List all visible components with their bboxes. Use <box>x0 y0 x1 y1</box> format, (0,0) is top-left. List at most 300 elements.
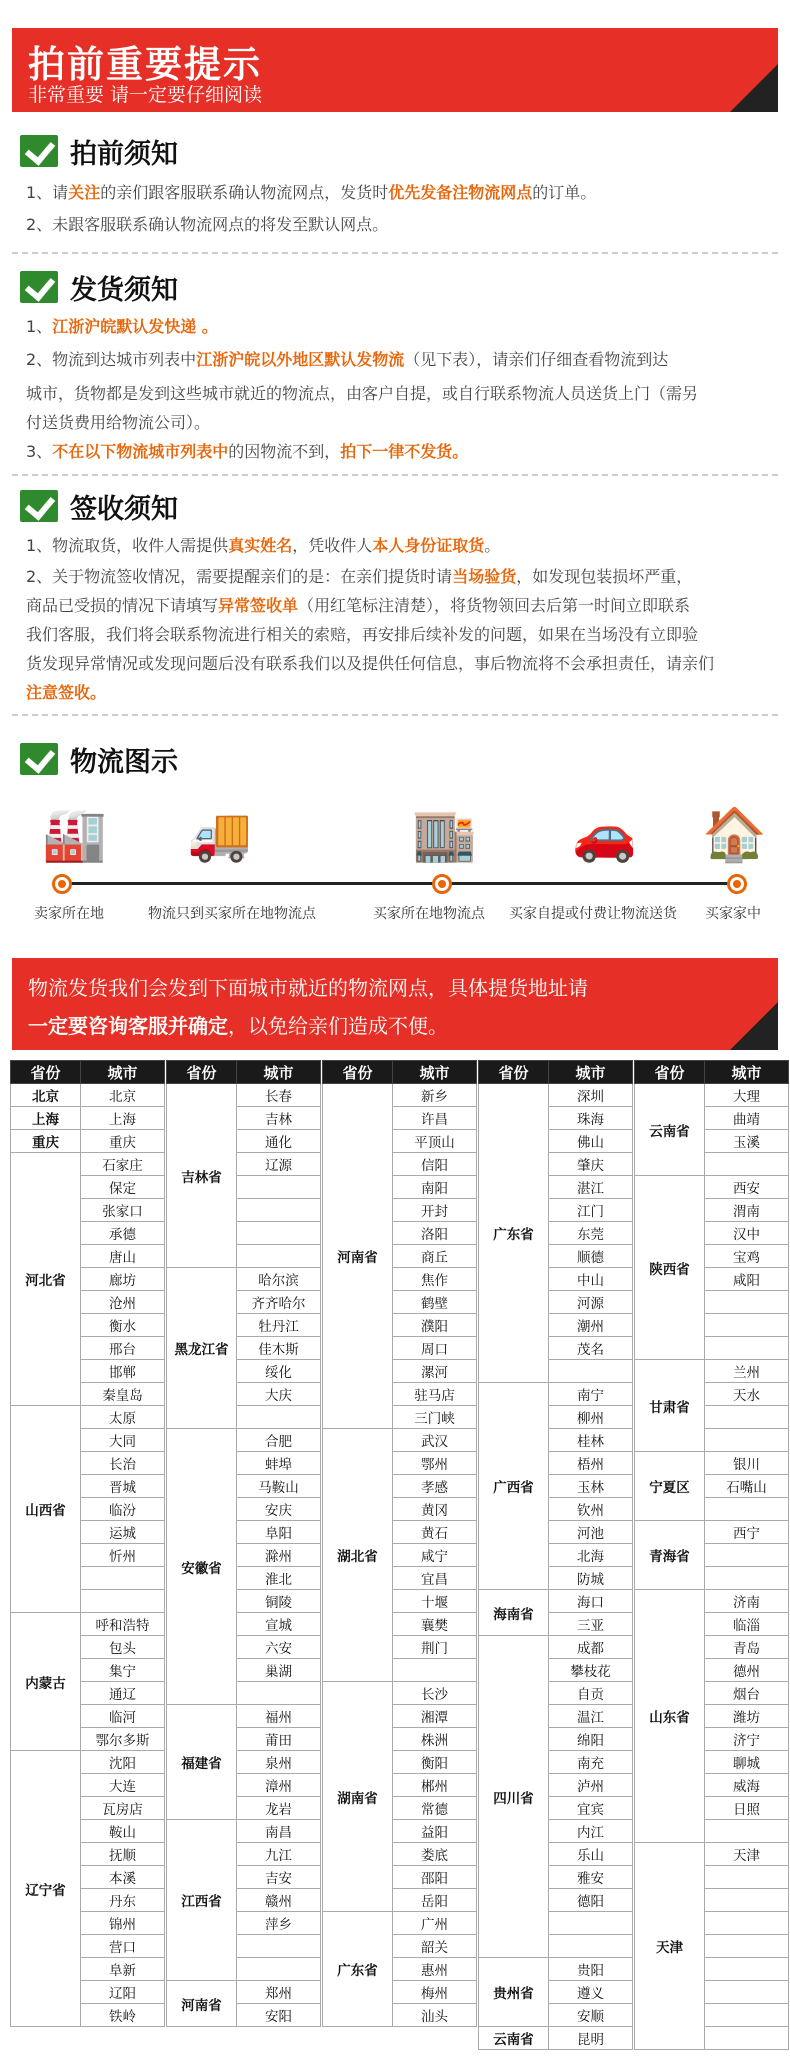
city-table <box>10 1060 165 2027</box>
table-row <box>11 1751 165 1774</box>
city-cell: 滁州 <box>237 1544 321 1567</box>
city-cell: 西安 <box>705 1176 789 1199</box>
city-cell: 衡水 <box>81 1314 165 1337</box>
city-cell: 通辽 <box>81 1682 165 1705</box>
city-cell: 保定 <box>81 1176 165 1199</box>
city-cell: 平顶山 <box>393 1130 477 1153</box>
city-cell <box>705 1889 789 1912</box>
city-cell: 温江 <box>549 1705 633 1728</box>
city-cell <box>705 2004 789 2027</box>
s3-line1: 1、物流取货，收件人需提供真实姓名，凭收件人本人身份证取货。 <box>26 536 501 555</box>
banner-corner <box>730 64 778 112</box>
table-row <box>479 1636 633 1659</box>
city-cell: 沈阳 <box>81 1751 165 1774</box>
city-cell: 太原 <box>81 1406 165 1429</box>
city-cell: 开封 <box>393 1199 477 1222</box>
table-header: 城市 <box>393 1061 477 1084</box>
city-cell: 惠州 <box>393 1958 477 1981</box>
city-cell: 曲靖 <box>705 1107 789 1130</box>
city-cell: 北京 <box>81 1084 165 1107</box>
city-cell: 梅州 <box>393 1981 477 2004</box>
city-cell: 安顺 <box>549 2004 633 2027</box>
city-cell: 铜陵 <box>237 1590 321 1613</box>
city-cell <box>705 1912 789 1935</box>
city-cell <box>705 1981 789 2004</box>
banner-corner <box>730 1002 778 1050</box>
flow-label: 卖家所在地 <box>34 906 104 922</box>
flow-label: 买家自提或付费让物流送货 <box>509 906 677 922</box>
city-cell: 绥化 <box>237 1360 321 1383</box>
banner2-line1: 物流发货我们会发到下面城市就近的物流网点，具体提货地址请 <box>28 976 588 1000</box>
province-cell: 湖南省 <box>323 1682 393 1912</box>
divider <box>12 474 778 476</box>
city-cell: 佳木斯 <box>237 1337 321 1360</box>
province-cell: 重庆 <box>11 1130 81 1153</box>
city-cell: 昆明 <box>549 2027 633 2050</box>
table-row <box>11 1107 165 1130</box>
city-cell: 十堰 <box>393 1590 477 1613</box>
city-cell: 晋城 <box>81 1475 165 1498</box>
factory-icon: 🏭 <box>42 805 107 865</box>
table-row <box>11 1406 165 1429</box>
province-cell: 广东省 <box>323 1912 393 2027</box>
city-cell: 沧州 <box>81 1291 165 1314</box>
city-cell: 乐山 <box>549 1843 633 1866</box>
s3-line4: 我们客服，我们将会联系物流进行相关的索赔，再安排后续补发的问题，如果在当场没有立即验 <box>26 625 699 644</box>
city-cell: 咸宁 <box>393 1544 477 1567</box>
city-cell: 石嘴山 <box>705 1475 789 1498</box>
city-table <box>322 1060 477 2027</box>
s2-line3: 城市，货物都是发到这些城市就近的物流点，由客户自提，或自行联系物流人员送货上门（需另 <box>26 384 699 403</box>
car-icon: 🚗 <box>572 805 637 865</box>
city-cell: 集宁 <box>81 1659 165 1682</box>
s2-line2: 2、物流到达城市列表中江浙沪皖以外地区默认发物流（见下表），请亲们仔细查看物流到达 <box>26 350 669 369</box>
city-cell <box>705 1544 789 1567</box>
table-header: 省份 <box>167 1061 237 1084</box>
city-cell <box>237 1222 321 1245</box>
province-cell: 青海省 <box>635 1521 705 1590</box>
province-cell: 上海 <box>11 1107 81 1130</box>
city-cell: 六安 <box>237 1636 321 1659</box>
city-cell: 青岛 <box>705 1636 789 1659</box>
flow-dot <box>432 874 452 894</box>
city-cell: 渭南 <box>705 1199 789 1222</box>
city-cell: 荆门 <box>393 1636 477 1659</box>
city-cell: 大连 <box>81 1774 165 1797</box>
city-cell: 鞍山 <box>81 1820 165 1843</box>
check-icon <box>20 490 58 522</box>
city-cell: 安庆 <box>237 1498 321 1521</box>
city-cell: 德州 <box>705 1659 789 1682</box>
city-cell <box>549 1360 633 1383</box>
city-cell: 泸州 <box>549 1774 633 1797</box>
check-icon <box>20 743 58 775</box>
city-cell: 济宁 <box>705 1728 789 1751</box>
city-cell: 张家口 <box>81 1199 165 1222</box>
city-cell: 淮北 <box>237 1567 321 1590</box>
table-header: 省份 <box>479 1061 549 1084</box>
city-cell: 丹东 <box>81 1889 165 1912</box>
table-row <box>323 1084 477 1107</box>
city-cell: 济南 <box>705 1590 789 1613</box>
province-cell: 广西省 <box>479 1383 549 1590</box>
table-row <box>11 1613 165 1636</box>
city-cell: 德阳 <box>549 1889 633 1912</box>
home-icon: 🏠 <box>702 805 767 865</box>
table-header: 省份 <box>635 1061 705 1084</box>
city-cell: 洛阳 <box>393 1222 477 1245</box>
province-cell: 天津 <box>635 1843 705 2050</box>
province-cell: 安徽省 <box>167 1429 237 1705</box>
table-row <box>167 1429 321 1452</box>
province-cell: 四川省 <box>479 1636 549 1958</box>
city-cell <box>237 1958 321 1981</box>
city-cell: 娄底 <box>393 1843 477 1866</box>
table-row <box>479 1958 633 1981</box>
city-cell <box>705 1498 789 1521</box>
city-cell <box>549 1912 633 1935</box>
city-cell: 九江 <box>237 1843 321 1866</box>
city-cell: 湛江 <box>549 1176 633 1199</box>
province-cell: 内蒙古 <box>11 1613 81 1751</box>
city-cell: 阜阳 <box>237 1521 321 1544</box>
banner-title: 拍前重要提示 <box>28 43 262 86</box>
city-cell: 玉溪 <box>705 1130 789 1153</box>
city-cell: 新乡 <box>393 1084 477 1107</box>
province-cell: 山东省 <box>635 1590 705 1843</box>
s2-line5: 3、不在以下物流城市列表中的因物流不到，拍下一律不发货。 <box>26 442 469 461</box>
city-cell <box>705 1429 789 1452</box>
city-cell: 许昌 <box>393 1107 477 1130</box>
header-banner <box>12 28 778 112</box>
city-cell: 廊坊 <box>81 1268 165 1291</box>
table-row <box>479 2027 633 2050</box>
check-icon <box>20 135 58 167</box>
city-cell: 深圳 <box>549 1084 633 1107</box>
city-cell: 海口 <box>549 1590 633 1613</box>
city-cell: 株洲 <box>393 1728 477 1751</box>
city-cell: 漳州 <box>237 1774 321 1797</box>
city-cell: 临汾 <box>81 1498 165 1521</box>
province-cell: 湖北省 <box>323 1429 393 1682</box>
city-cell <box>705 1153 789 1176</box>
table-header: 城市 <box>705 1061 789 1084</box>
city-cell <box>705 1337 789 1360</box>
city-cell <box>705 1291 789 1314</box>
city-cell: 鄂州 <box>393 1452 477 1475</box>
city-cell: 益阳 <box>393 1820 477 1843</box>
city-cell: 珠海 <box>549 1107 633 1130</box>
table-row <box>167 1981 321 2004</box>
flow-label: 物流只到买家所在地物流点 <box>148 906 316 922</box>
province-cell: 河北省 <box>11 1153 81 1406</box>
table-header: 省份 <box>323 1061 393 1084</box>
city-cell: 汕头 <box>393 2004 477 2027</box>
section-title-shipping: 发货须知 <box>20 268 178 307</box>
city-cell: 潮州 <box>549 1314 633 1337</box>
province-cell: 河南省 <box>167 1981 237 2027</box>
table-row <box>11 1084 165 1107</box>
section-title-logistics: 物流图示 <box>20 740 178 779</box>
divider <box>12 714 778 716</box>
city-cell: 邯郸 <box>81 1360 165 1383</box>
s1-line2: 2、未跟客服联系确认物流网点的将发至默认网点。 <box>26 215 389 234</box>
table-row <box>167 1820 321 1843</box>
city-cell: 临河 <box>81 1705 165 1728</box>
city-cell <box>705 1406 789 1429</box>
table-header: 城市 <box>237 1061 321 1084</box>
city-cell: 龙岩 <box>237 1797 321 1820</box>
city-cell: 衡阳 <box>393 1751 477 1774</box>
city-cell: 运城 <box>81 1521 165 1544</box>
city-cell: 南充 <box>549 1751 633 1774</box>
city-cell <box>705 1958 789 1981</box>
table-row <box>323 1912 477 1935</box>
flow-dot <box>727 874 747 894</box>
province-cell: 福建省 <box>167 1705 237 1820</box>
city-cell: 顺德 <box>549 1245 633 1268</box>
city-cell: 泉州 <box>237 1751 321 1774</box>
city-cell: 三门峡 <box>393 1406 477 1429</box>
city-cell: 银川 <box>705 1452 789 1475</box>
city-cell: 常德 <box>393 1797 477 1820</box>
city-cell <box>237 1176 321 1199</box>
city-cell: 大庆 <box>237 1383 321 1406</box>
city-cell: 营口 <box>81 1935 165 1958</box>
city-cell: 抚顺 <box>81 1843 165 1866</box>
city-cell: 长沙 <box>393 1682 477 1705</box>
city-cell: 漯河 <box>393 1360 477 1383</box>
table-row <box>323 1682 477 1705</box>
city-cell: 防城 <box>549 1567 633 1590</box>
city-cell: 商丘 <box>393 1245 477 1268</box>
city-cell: 邵阳 <box>393 1866 477 1889</box>
city-cell: 河池 <box>549 1521 633 1544</box>
city-cell: 宣城 <box>237 1613 321 1636</box>
city-cell: 呼和浩特 <box>81 1613 165 1636</box>
banner2-line2: 一定要咨询客服并确定，以免给亲们造成不便。 <box>28 1014 448 1038</box>
table-row <box>11 1153 165 1176</box>
check-icon <box>20 271 58 303</box>
city-cell: 黄冈 <box>393 1498 477 1521</box>
city-cell: 通化 <box>237 1130 321 1153</box>
truck-icon: 🚚 <box>187 805 252 865</box>
province-cell: 黑龙江省 <box>167 1268 237 1429</box>
city-cell: 黄石 <box>393 1521 477 1544</box>
city-cell: 阜新 <box>81 1958 165 1981</box>
city-cell: 大理 <box>705 1084 789 1107</box>
city-cell: 北海 <box>549 1544 633 1567</box>
city-cell: 雅安 <box>549 1866 633 1889</box>
city-cell: 哈尔滨 <box>237 1268 321 1291</box>
city-cell: 内江 <box>549 1820 633 1843</box>
city-cell: 吉林 <box>237 1107 321 1130</box>
province-cell: 北京 <box>11 1084 81 1107</box>
table-row <box>635 1452 789 1475</box>
city-table <box>634 1060 789 2050</box>
city-cell: 上海 <box>81 1107 165 1130</box>
s2-line4: 付送货费用给物流公司）。 <box>26 413 211 432</box>
city-cell: 佛山 <box>549 1130 633 1153</box>
city-cell: 邢台 <box>81 1337 165 1360</box>
city-cell: 贵阳 <box>549 1958 633 1981</box>
city-cell: 汉中 <box>705 1222 789 1245</box>
city-cell: 马鞍山 <box>237 1475 321 1498</box>
city-cell: 三亚 <box>549 1613 633 1636</box>
city-cell: 郴州 <box>393 1774 477 1797</box>
s2-line1: 1、江浙沪皖默认发快递 。 <box>26 317 218 336</box>
banner-subtitle: 非常重要 请一定要仔细阅读 <box>28 84 263 106</box>
flow-label: 买家所在地物流点 <box>373 906 485 922</box>
city-cell <box>81 1590 165 1613</box>
city-cell: 蚌埠 <box>237 1452 321 1475</box>
city-cell: 成都 <box>549 1636 633 1659</box>
city-cell: 河源 <box>549 1291 633 1314</box>
city-cell: 重庆 <box>81 1130 165 1153</box>
city-cell <box>549 1935 633 1958</box>
province-cell: 甘肃省 <box>635 1360 705 1452</box>
city-cell: 合肥 <box>237 1429 321 1452</box>
city-cell: 潍坊 <box>705 1705 789 1728</box>
city-cell: 承德 <box>81 1222 165 1245</box>
province-cell: 吉林省 <box>167 1084 237 1268</box>
city-cell: 孝感 <box>393 1475 477 1498</box>
city-cell <box>237 1406 321 1429</box>
table-row <box>635 1176 789 1199</box>
city-cell: 巢湖 <box>237 1659 321 1682</box>
city-cell: 萍乡 <box>237 1912 321 1935</box>
city-cell: 梧州 <box>549 1452 633 1475</box>
section-title-receipt: 签收须知 <box>20 487 178 526</box>
city-cell: 濮阳 <box>393 1314 477 1337</box>
table-row <box>167 1268 321 1291</box>
s3-line6: 注意签收。 <box>26 683 107 702</box>
divider <box>12 252 778 254</box>
city-cell <box>705 1820 789 1843</box>
city-cell: 宜昌 <box>393 1567 477 1590</box>
city-cell: 咸阳 <box>705 1268 789 1291</box>
table-row <box>479 1084 633 1107</box>
province-cell: 贵州省 <box>479 1958 549 2027</box>
table-row <box>635 1843 789 1866</box>
city-table <box>166 1060 321 2027</box>
city-cell: 襄樊 <box>393 1613 477 1636</box>
city-cell: 绵阳 <box>549 1728 633 1751</box>
s3-line2: 2、关于物流签收情况，需要提醒亲们的是：在亲们提货时请当场验货，如发现包装损坏严重， <box>26 567 693 586</box>
s3-line3: 商品已受损的情况下请填写异常签收单（用红笔标注清楚），将货物领回去后第一时间立即联系 <box>26 596 691 615</box>
city-cell: 鹤壁 <box>393 1291 477 1314</box>
city-cell: 包头 <box>81 1636 165 1659</box>
city-cell: 广州 <box>393 1912 477 1935</box>
table-row <box>479 1590 633 1613</box>
province-cell: 山西省 <box>11 1406 81 1613</box>
table-row <box>167 1084 321 1107</box>
s1-line1: 1、请关注的亲们跟客服联系确认物流网点，发货时优先发备注物流网点的订单。 <box>26 183 597 202</box>
table-row <box>11 1130 165 1153</box>
city-cell: 莆田 <box>237 1728 321 1751</box>
city-cell <box>81 1567 165 1590</box>
city-cell: 赣州 <box>237 1889 321 1912</box>
city-cell: 茂名 <box>549 1337 633 1360</box>
city-cell <box>237 1245 321 1268</box>
city-cell: 辽阳 <box>81 1981 165 2004</box>
province-cell: 河南省 <box>323 1084 393 1429</box>
city-cell: 威海 <box>705 1774 789 1797</box>
city-cell <box>705 1567 789 1590</box>
city-cell: 信阳 <box>393 1153 477 1176</box>
table-header: 城市 <box>81 1061 165 1084</box>
city-cell <box>237 1682 321 1705</box>
city-cell: 焦作 <box>393 1268 477 1291</box>
city-cell <box>237 1199 321 1222</box>
warehouse-icon: 🏬 <box>412 805 477 865</box>
table-row <box>479 1383 633 1406</box>
province-cell: 辽宁省 <box>11 1751 81 2027</box>
city-cell: 秦皇岛 <box>81 1383 165 1406</box>
city-cell: 南宁 <box>549 1383 633 1406</box>
city-cell: 日照 <box>705 1797 789 1820</box>
province-cell: 广东省 <box>479 1084 549 1383</box>
city-cell: 武汉 <box>393 1429 477 1452</box>
city-list-banner <box>12 958 778 1050</box>
city-cell: 遵义 <box>549 1981 633 2004</box>
city-cell <box>705 2027 789 2050</box>
table-row <box>635 1590 789 1613</box>
city-cell: 湘潭 <box>393 1705 477 1728</box>
city-cell: 锦州 <box>81 1912 165 1935</box>
city-cell: 桂林 <box>549 1429 633 1452</box>
city-cell: 宝鸡 <box>705 1245 789 1268</box>
city-cell: 驻马店 <box>393 1383 477 1406</box>
city-cell <box>237 1935 321 1958</box>
table-row <box>635 1084 789 1107</box>
city-cell: 南昌 <box>237 1820 321 1843</box>
city-cell: 西宁 <box>705 1521 789 1544</box>
flow-label: 买家家中 <box>705 906 761 922</box>
table-header: 省份 <box>11 1061 81 1084</box>
city-cell <box>705 1866 789 1889</box>
city-cell: 玉林 <box>549 1475 633 1498</box>
province-cell: 云南省 <box>635 1084 705 1176</box>
province-cell: 海南省 <box>479 1590 549 1636</box>
city-cell: 东莞 <box>549 1222 633 1245</box>
city-cell: 钦州 <box>549 1498 633 1521</box>
city-cell: 聊城 <box>705 1751 789 1774</box>
city-cell: 烟台 <box>705 1682 789 1705</box>
city-cell: 长春 <box>237 1084 321 1107</box>
table-row <box>323 1429 477 1452</box>
city-cell: 辽源 <box>237 1153 321 1176</box>
city-cell: 齐齐哈尔 <box>237 1291 321 1314</box>
city-cell: 自贡 <box>549 1682 633 1705</box>
city-cell: 韶关 <box>393 1935 477 1958</box>
flow-axis <box>62 882 742 885</box>
city-cell: 宜宾 <box>549 1797 633 1820</box>
table-header: 城市 <box>549 1061 633 1084</box>
flow-dot <box>52 874 72 894</box>
city-cell: 牡丹江 <box>237 1314 321 1337</box>
province-cell: 云南省 <box>479 2027 549 2050</box>
city-cell: 石家庄 <box>81 1153 165 1176</box>
city-cell: 铁岭 <box>81 2004 165 2027</box>
city-cell: 鄂尔多斯 <box>81 1728 165 1751</box>
city-cell: 安阳 <box>237 2004 321 2027</box>
province-cell: 江西省 <box>167 1820 237 1981</box>
city-cell: 天津 <box>705 1843 789 1866</box>
city-cell: 岳阳 <box>393 1889 477 1912</box>
city-cell: 肇庆 <box>549 1153 633 1176</box>
table-row <box>167 1705 321 1728</box>
